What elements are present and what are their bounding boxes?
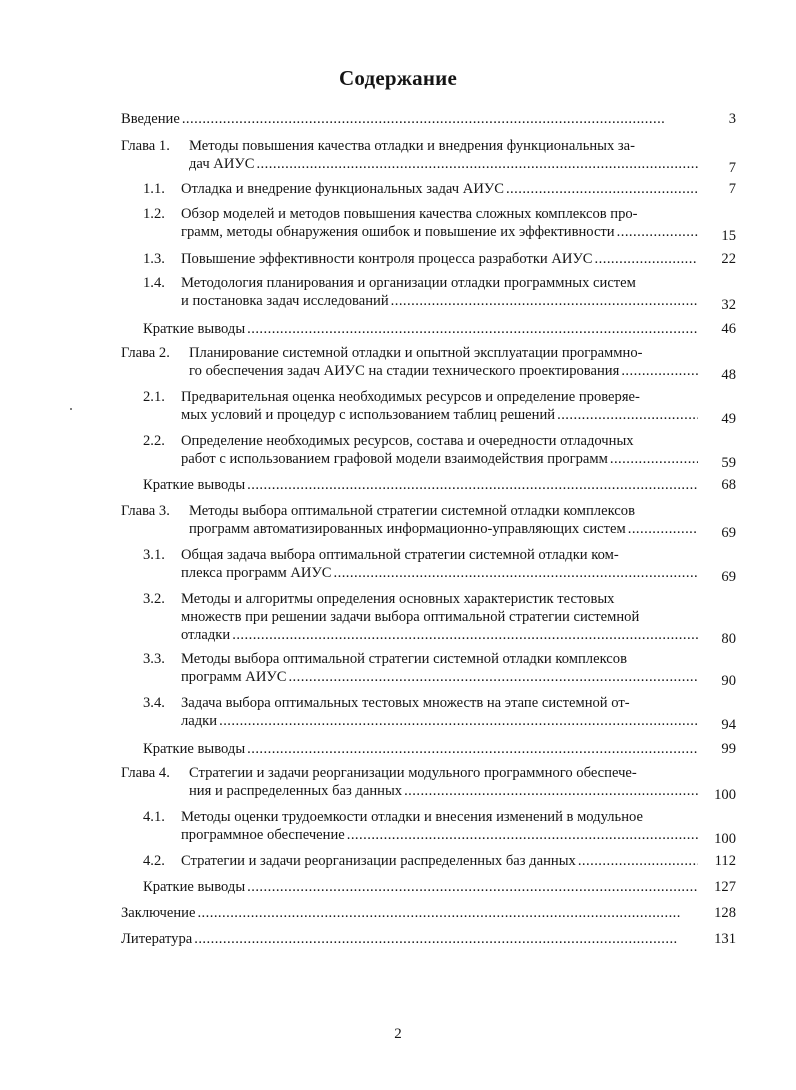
section-number: 2.1. bbox=[143, 389, 165, 405]
page-ref: 80 bbox=[721, 631, 736, 647]
page-ref: 3 bbox=[728, 111, 736, 127]
dot-leader bbox=[182, 110, 698, 128]
entry-title: Обзор моделей и методов повышения качества сложных комплексов про- bbox=[181, 206, 638, 222]
section-number: 4.1. bbox=[143, 809, 165, 825]
entry-title: грамм, методы обнаружения ошибок и повышение их эффективности bbox=[181, 224, 615, 240]
entry-title: Краткие выводы bbox=[143, 879, 246, 895]
entry-title: ния и распределенных баз данных bbox=[189, 783, 403, 799]
entry-title-line bbox=[121, 930, 698, 948]
entry-title: Планирование системной отладки и опытной эксплуатации программно- bbox=[189, 345, 643, 361]
entry-title: Методы повышения качества отладки и внедрения функциональных за- bbox=[189, 138, 636, 154]
entry-title-line bbox=[181, 626, 698, 644]
page-ref: 127 bbox=[714, 879, 736, 895]
entry-title: Определение необходимых ресурсов, состава и очередности отладочных bbox=[181, 433, 634, 449]
chapter-label: Глава 2. bbox=[121, 345, 170, 361]
page-ref: 69 bbox=[721, 525, 736, 541]
entry-title-line bbox=[181, 406, 698, 424]
dot-leader bbox=[247, 320, 698, 338]
entry-title: работ с использованием графовой модели взаимодействия программ bbox=[181, 451, 608, 467]
section-number: 2.2. bbox=[143, 433, 165, 449]
entry-title-line bbox=[181, 668, 698, 686]
entry-title: дач АИУС bbox=[189, 156, 255, 172]
section-number: 3.4. bbox=[143, 695, 165, 711]
dot-leader bbox=[247, 740, 698, 758]
entry-title-line bbox=[189, 520, 698, 538]
entry-title: Краткие выводы bbox=[143, 477, 246, 493]
section-number: 3.3. bbox=[143, 651, 165, 667]
entry-title: Методы оценки трудоемкости отладки и внесения изменений в модульное bbox=[181, 809, 643, 825]
page-ref: 59 bbox=[721, 455, 736, 471]
entry-title: Методология планирования и организации отладки программных систем bbox=[181, 275, 636, 291]
entry-title-line bbox=[181, 180, 698, 198]
entry-title: Краткие выводы bbox=[143, 741, 246, 757]
entry-title: отладки bbox=[181, 627, 231, 643]
entry-title: Методы выбора оптимальной стратегии системной отладки комплексов bbox=[189, 503, 635, 519]
dot-leader bbox=[506, 180, 698, 198]
entry-title: ладки bbox=[181, 713, 218, 729]
page-ref: 7 bbox=[728, 181, 736, 197]
section-number: 3.1. bbox=[143, 547, 165, 563]
page-ref: 100 bbox=[714, 787, 736, 803]
entry-title: и постановка задач исследований bbox=[181, 293, 389, 309]
dot-leader bbox=[256, 155, 698, 173]
entry-title: программ АИУС bbox=[181, 669, 287, 685]
entry-title: Стратегии и задачи реорганизации модульного программного обеспече- bbox=[189, 765, 637, 781]
entry-title-line bbox=[121, 904, 698, 922]
page-ref: 69 bbox=[721, 569, 736, 585]
dot-leader bbox=[391, 292, 698, 310]
page-ref: 32 bbox=[721, 297, 736, 313]
dot-leader bbox=[194, 930, 698, 948]
entry-title-line bbox=[181, 826, 698, 844]
entry-title-line bbox=[181, 450, 698, 468]
entry-title-line bbox=[143, 320, 698, 338]
section-number: 1.2. bbox=[143, 206, 165, 222]
entry-title: Задача выбора оптимальных тестовых множеств на этапе системной от- bbox=[181, 695, 630, 711]
dot-leader bbox=[288, 668, 698, 686]
section-number: 4.2. bbox=[143, 853, 165, 869]
entry-title: множеств при решении задачи выбора оптимальной стратегии системной bbox=[181, 609, 640, 625]
entry-title-line bbox=[181, 223, 698, 241]
entry-title: Методы выбора оптимальной стратегии системной отладки комплексов bbox=[181, 651, 627, 667]
page-ref: 15 bbox=[721, 228, 736, 244]
page-ref: 49 bbox=[721, 411, 736, 427]
section-number: 3.2. bbox=[143, 591, 165, 607]
page-ref: 22 bbox=[721, 251, 736, 267]
entry-title: программное обеспечение bbox=[181, 827, 345, 843]
chapter-label: Глава 4. bbox=[121, 765, 170, 781]
entry-title-line bbox=[181, 292, 698, 310]
entry-title: Краткие выводы bbox=[143, 321, 246, 337]
page-ref: 131 bbox=[714, 931, 736, 947]
entry-title: Стратегии и задачи реорганизации распределенных баз данных bbox=[181, 853, 576, 869]
entry-title: Литература bbox=[121, 931, 193, 947]
entry-title: Введение bbox=[121, 111, 180, 127]
page-number: 2 bbox=[394, 1026, 402, 1042]
entry-title: го обеспечения задач АИУС на стадии технического проектирования bbox=[189, 363, 620, 379]
page-ref: 99 bbox=[721, 741, 736, 757]
entry-title: Повышение эффективности контроля процесса разработки АИУС bbox=[181, 251, 593, 267]
dot-leader bbox=[247, 476, 698, 494]
entry-title-line bbox=[121, 110, 698, 128]
entry-title: Отладка и внедрение функциональных задач АИУС bbox=[181, 181, 504, 197]
entry-title-line bbox=[181, 250, 698, 268]
dot-leader bbox=[347, 826, 698, 844]
entry-title-line bbox=[189, 155, 698, 173]
page-title: Содержание bbox=[339, 66, 457, 90]
page-ref: 46 bbox=[721, 321, 736, 337]
page-ref: 100 bbox=[714, 831, 736, 847]
dot-leader bbox=[404, 782, 698, 800]
entry-title-line bbox=[189, 362, 698, 380]
scan-speck bbox=[70, 408, 72, 410]
dot-leader bbox=[197, 904, 698, 922]
entry-title-line bbox=[143, 476, 698, 494]
entry-title-line bbox=[143, 740, 698, 758]
entry-title: мых условий и процедур с использованием таблиц решений bbox=[181, 407, 556, 423]
page-ref: 94 bbox=[721, 717, 736, 733]
section-number: 1.4. bbox=[143, 275, 165, 291]
dot-leader bbox=[247, 878, 698, 896]
entry-title-line bbox=[143, 878, 698, 896]
page-ref: 48 bbox=[721, 367, 736, 383]
entry-title: Предварительная оценка необходимых ресурсов и определение проверяе- bbox=[181, 389, 640, 405]
page-ref: 112 bbox=[714, 853, 736, 869]
entry-title: Методы и алгоритмы определения основных характеристик тестовых bbox=[181, 591, 615, 607]
chapter-label: Глава 1. bbox=[121, 138, 170, 154]
section-number: 1.1. bbox=[143, 181, 165, 197]
entry-title-line bbox=[181, 712, 698, 730]
entry-title: Заключение bbox=[121, 905, 196, 921]
entry-title-line bbox=[181, 852, 698, 870]
dot-leader bbox=[219, 712, 698, 730]
dot-leader bbox=[334, 564, 698, 582]
section-number: 1.3. bbox=[143, 251, 165, 267]
entry-title: плекса программ АИУС bbox=[181, 565, 332, 581]
chapter-label: Глава 3. bbox=[121, 503, 170, 519]
page-ref: 7 bbox=[728, 160, 736, 176]
page-ref: 68 bbox=[721, 477, 736, 493]
page-ref: 90 bbox=[721, 673, 736, 689]
entry-title-line bbox=[181, 564, 698, 582]
page-ref: 128 bbox=[714, 905, 736, 921]
entry-title: Общая задача выбора оптимальной стратегии системной отладки ком- bbox=[181, 547, 619, 563]
dot-leader bbox=[232, 626, 698, 644]
entry-title-line bbox=[189, 782, 698, 800]
entry-title: программ автоматизированных информационно-управляющих систем bbox=[189, 521, 626, 537]
